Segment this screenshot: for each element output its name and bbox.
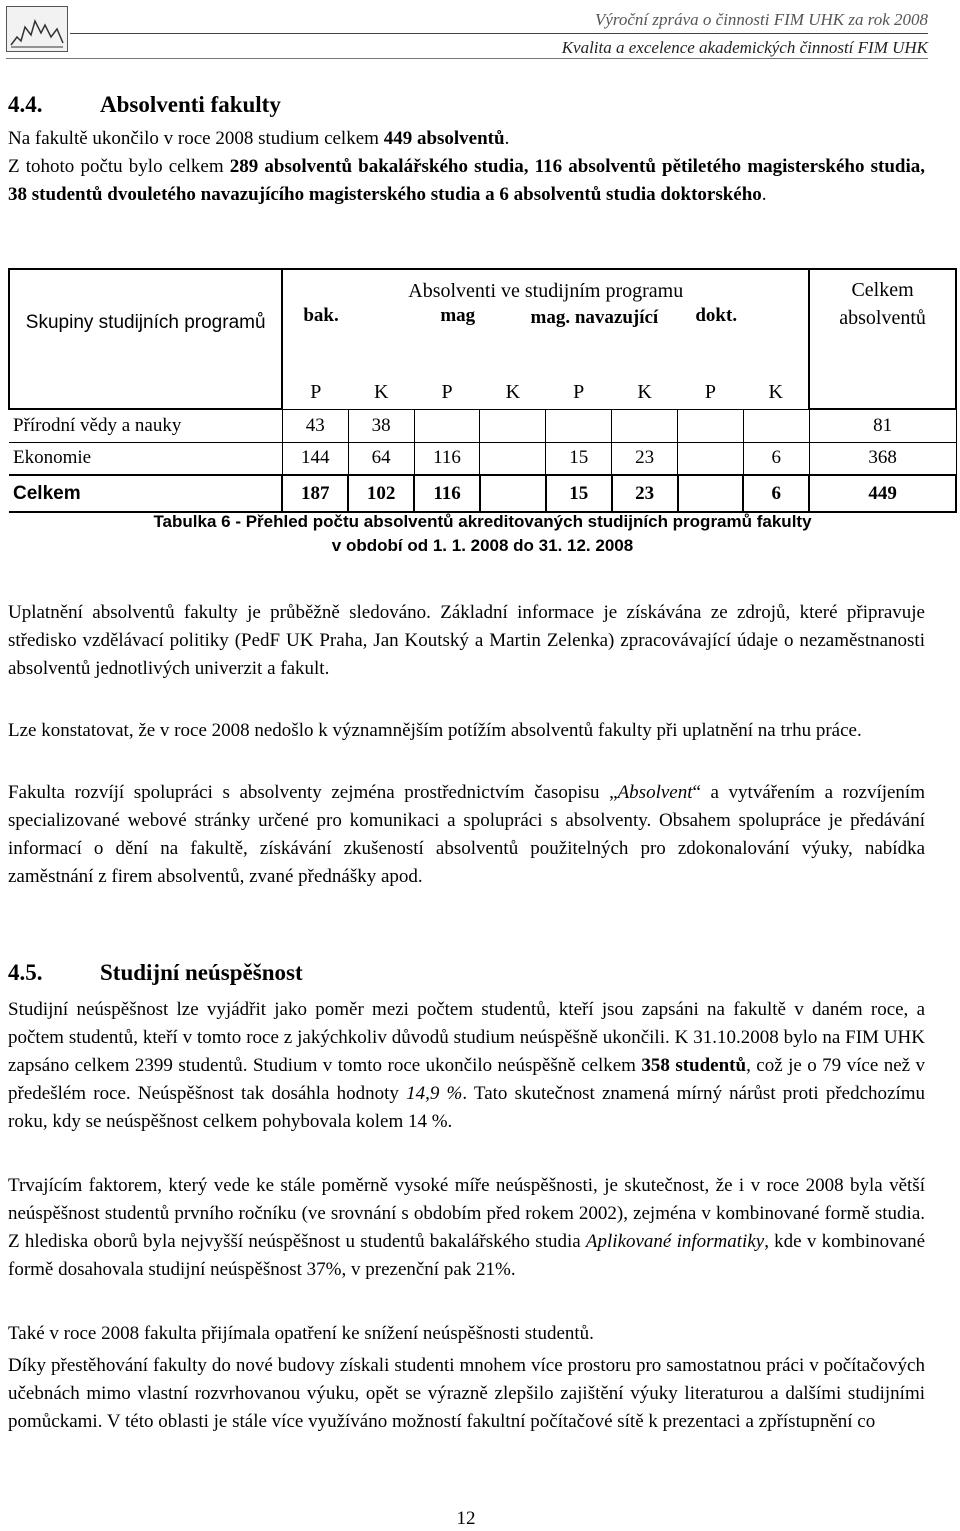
table-cell: 38 [348,409,414,442]
table-row [9,409,956,442]
table-cell: 15 [546,475,612,512]
text-run: Fakulta rozvíjí spolupráci s absolventy zejména prostřednictvím časopisu „ [8,782,618,803]
program-dokt: dokt. [695,305,738,326]
total-header: Celkem absolventů [839,279,926,329]
text-run: . [504,128,510,149]
caption-line-2: v období od 1. 1. 2008 do 31. 12. 2008 [331,536,634,555]
header-line-2: Kvalita a excelence akademických činností FIM UHK [561,38,928,57]
row-total: 368 [809,442,956,475]
table-cell: 116 [414,442,480,475]
paragraph-measures: Také v roce 2008 fakulta přijímala opatření ke snížení neúspěšnosti studentů. [8,1323,594,1344]
table-cell [546,409,612,442]
page-number: 12 [456,1508,476,1529]
paragraph-failure-rate [8,996,925,1136]
table-cell: 6 [743,475,809,512]
section-title: Absolventi fakulty [100,92,281,117]
bold-run: 358 studentů [641,1055,747,1076]
text-run: , což je o 79 více než v předešlém roce. Neúspěšnost tak dosáhla hodnoty [8,1055,926,1104]
italic-run: Absolvent [617,782,693,803]
bold-run: 289 absolventů bakalářského studia, 116 absolventů pětiletého magisterského studia, 38 studentů dvouletého navazujícího magisterského studia a 6 absolventů studia doktorského [8,156,926,205]
section-heading-4-5 [8,960,303,986]
table-cell [743,409,809,442]
table-cell [480,475,546,512]
programs-header: Absolventi ve studijním programu [408,280,684,302]
text-run: “ a vytvářením a rozvíjením specializované webové stránky určené pro komunikaci a spolupráci s absolventy. Obsahem spolupráce je předávání informací o dění na fakultě, získávání zkušeností absolventů použitelných pro zdokonalování výuky, nabídka zaměstnání z firem absolventů, zvané přednášky apod. [8,782,925,887]
table-cell [678,409,744,442]
paragraph-employment: Uplatnění absolventů fakulty je průběžně sledováno. Základní informace je získávána ze zdrojů, které připravuje středisko vzdělávací politiky (PedF UK Praha, Jan Koutský a Martin Zelenka) zpracovávající údaje o nezaměstnanosti absolventů jednotlivých univerzit a fakult. [8,602,925,679]
table-header-row [9,269,956,377]
form-cell: P [310,381,322,404]
italic-run: 14,9 % [406,1083,463,1104]
row-label: Přírodní vědy a nauky [9,409,282,442]
table-cell: 144 [282,442,348,475]
table-cell: 64 [348,442,414,475]
table-cell: 102 [348,475,414,512]
caption-line-1: Tabulka 6 - Přehled počtu absolventů akreditovaných studijních programů fakulty [153,512,812,531]
form-cell: K [373,381,389,404]
program-mag: mag [440,305,476,326]
table-cell [480,409,546,442]
table-cell [678,442,744,475]
table-cell [612,409,678,442]
text-run: Trvajícím faktorem, který vede ke stále poměrně vysoké míře neúspěšnosti, je skutečnost, že i v roce 2008 byla větší neúspěšnost studentů prvního ročníku (ve srovnání s obdobím před rokem 2002), zejména v kombinované formě studia. Z hlediska oborů byla nejvyšší neúspěšnost u studentů bakalářského studia [8,1175,925,1252]
section-heading-4-4 [8,92,281,118]
program-labels [283,303,808,363]
table-cell [480,442,546,475]
table-cell: 116 [414,475,480,512]
row-total: 449 [809,475,956,512]
program-mag-nav: mag. navazující [530,307,659,328]
logo-graphic [7,7,67,51]
form-cell: K [637,381,652,404]
row-label: Celkem [9,475,282,512]
table-cell [678,475,744,512]
table-cell: 187 [282,475,348,512]
section-number: 4.5. [8,960,43,985]
programs-header-cell [282,269,809,377]
text-run: Na fakultě ukončilo v roce 2008 studium celkem [8,128,384,149]
form-cell: K [768,381,783,404]
running-header [562,6,928,62]
text-run: Studijní neúspěšnost lze vyjádřit jako poměr mezi počtem studentů, kteří jsou zapsáni na fakultě v daném roce, a počtem studentů, kteří v tomto roce z jakýchkoliv důvodů studium neúspěšně ukončili. K 31.10.2008 bylo na FIM UHK zapsáno celkem 2399 studentů. Studium v tomto roce ukončilo neúspěšně celkem [8,999,925,1076]
table-row [9,442,956,475]
section-number: 4.4. [8,92,43,117]
paragraph-new-building: Díky přestěhování fakulty do nové budovy získali studenti mnohem více prostoru pro samostatnou práci v počítačových učebnách mimo vlastní rozvrhovanou výuku, opět se výrazně zlepšilo zajištění výuky literaturou a dalšími studijními pomůckami. V této oblasti je stále více využíváno možností fakultní počítačové sítě k prezentaci a zpřístupnění co [8,1355,925,1432]
blank-cell [809,377,956,409]
faculty-logo [6,6,68,52]
total-header-cell [809,269,956,377]
program-bak: bak. [303,305,339,326]
italic-run: Aplikované informatiky [585,1231,765,1252]
table-cell: 23 [612,475,678,512]
text-run: , kde v kombinované formě dosahovala studijní neúspěšnost 37%, v prezenční pak 21%. [8,1231,926,1280]
group-header-cell [9,269,282,409]
text-run: Z tohoto počtu bylo celkem [8,156,230,177]
table-cell: 15 [546,442,612,475]
table-cell [414,409,480,442]
form-cell: K [505,381,521,404]
paragraph-cooperation [8,779,925,891]
form-cell: P [704,381,716,404]
paragraph-factor [8,1172,925,1284]
text-run: . [761,184,767,205]
table-caption [8,510,957,558]
row-label: Ekonomie [9,442,282,475]
table-cell: 43 [282,409,348,442]
paragraph-graduates-count [8,125,925,153]
header-line-1: Výroční zpráva o činnosti FIM UHK za rok 2008 [594,10,928,29]
bold-run: 449 absolventů [383,128,505,149]
table-cell: 6 [743,442,809,475]
table-row-total [9,475,956,512]
graduates-table [8,268,957,513]
paragraph-graduates-breakdown [8,153,925,209]
group-header: Skupiny studijních programů [25,312,266,333]
paragraph-no-problems: Lze konstatovat, že v roce 2008 nedošlo k významnějším potížím absolventů fakulty při uplatnění na trhu práce. [8,720,862,741]
section-title: Studijní neúspěšnost [100,960,303,985]
row-total: 81 [809,409,956,442]
text-run: . Tato skutečnost znamená mírný nárůst proti předchozímu roku, kdy se neúspěšnost celkem pohybovala kolem 14 %. [8,1083,925,1132]
form-cell: P [441,381,453,404]
table-cell: 23 [612,442,678,475]
form-cell: P [573,381,585,404]
